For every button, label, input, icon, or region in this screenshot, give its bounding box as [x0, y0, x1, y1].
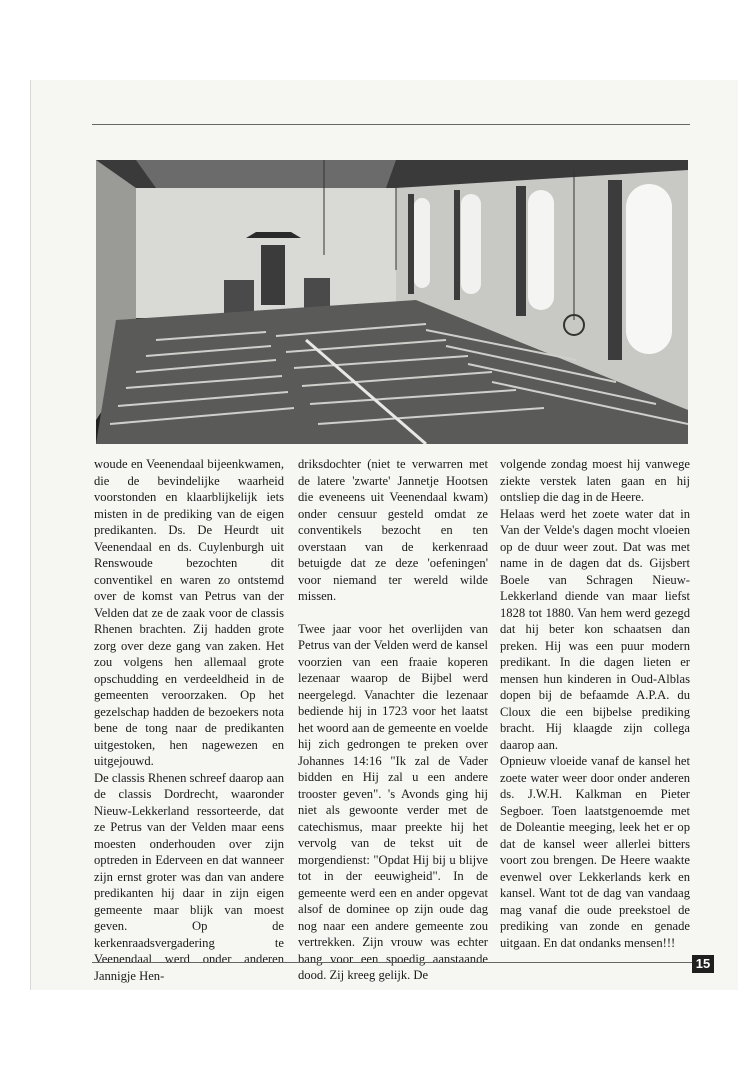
paragraph: volgende zondag moest hij vanwege ziekte verstek laten gaan en hij ontsliep die dag in de Heere.: [500, 457, 690, 504]
text-column-2: [298, 456, 488, 984]
bottom-rule: [92, 962, 692, 963]
page-number: 15: [692, 955, 714, 973]
paragraph: Helaas werd het zoete water dat in Van der Velde's dagen mocht vloeien op de duur weer zout. Dat was met name in de dagen dat ds. Gijsbert Boele van Schragen Nieuw-Lekkerland diende van maar liefst 1828 tot 1880. Van hem werd gezegd dat hij beter kon schaatsen dan preken. Hij was een puur modern predikant. In die dagen lieten er mensen hun kinderen in Oud-Alblas dopen bij de befaamde A.P.A. du Cloux die een bijbelse prediking bracht. Hij klaagde zijn collega daarop aan.: [500, 506, 690, 752]
paragraph: woude en Veenendaal bijeenkwamen, die de bevindelijke waarheid voorstonden en klaarblijkelijk iets misten in de prediking van de eigen predikanten. Ds. De Heurdt uit Veenendaal en ds. Cuylenburgh uit Renswoude bezochten dit conventikel en waren zo ontstemd over de komst van Petrus van der Velden dat ze de zaak voor de classis Rhenen brachten. Zij hadden grote zorg over deze gang van zaken. Het zou volgens hen allemaal grote opschudding en verdeeldheid in de gemeenten veroorzaken. Op het gezelschap hadden de bezoekers nota bene de tong naar de predikanten uitgestoken, hen nagewezen en uitgejouwd.: [94, 457, 284, 768]
church-interior-photo: [96, 160, 688, 444]
paragraph: De classis Rhenen schreef daarop aan de classis Dordrecht, waaronder Nieuw-Lekkerland ressorteerde, dat ze Petrus van der Velden maar eens moesten onderhouden over zijn optreden in Ederveen en dat wanneer zijn ernst groter was dan van andere predikanten hij daar in zijn eigen gemeente maar blijk van moest geven. Op de kerkenraadsvergadering te Veenendaal werd onder anderen Jannigje Hen-: [94, 770, 284, 983]
paragraph: driksdochter (niet te verwarren met de latere 'zwarte' Jannetje Hootsen die eveneens uit Veenendaal kwam) onder censuur gesteld omdat ze conventikels bezocht en ten overstaan van de kerkenraad betuigde dat ze deze 'oefeningen' voor niemand ter wereld wilde missen.: [298, 457, 488, 603]
text-column-3: [500, 456, 690, 951]
text-column-1: [94, 456, 284, 984]
paragraph: Twee jaar voor het overlijden van Petrus van der Velden werd de kansel voorzien van een fraaie koperen lezenaar waarop de Bijbel werd neergelegd. Vanachter die lezenaar bediende hij in 1723 voor het laatst het woord aan de gemeente en voelde hij zich gedrongen te preken over Johannes 14:16 "Ik zal de Vader bidden en Hij zal u een andere trooster geven". 's Avonds ging hij niet als gewoonte verder met de catechismus, maar preekte hij het vervolg van de tekst uit de morgendienst: "Opdat Hij bij u blijve tot in der eeuwigheid". In de gemeente werd een en ander opgevat alsof de dominee op zijn oude dag nog naar een andere gemeente zou vertrekken. Zijn vrouw was echter bang voor een spoedig aanstaande dood. Zij kreeg gelijk. De: [298, 621, 488, 982]
top-rule: [92, 124, 690, 125]
church-interior-photo-icon: [96, 160, 688, 444]
paragraph: Opnieuw vloeide vanaf de kansel het zoete water weer door onder anderen ds. J.W.H. Kalkman en Pieter Segboer. Toen laatstgenoemde met de Doleantie meeging, leek het er op dat de kansel weer allerlei bitters voort zou brengen. De Heere waakte evenwel over Lekkerlands kerk en kansel. Want tot de dag van vandaag mag vanaf die oude preekstoel de prediking van zonde en genade uitgaan. En dat ondanks mensen!!!: [500, 754, 690, 950]
